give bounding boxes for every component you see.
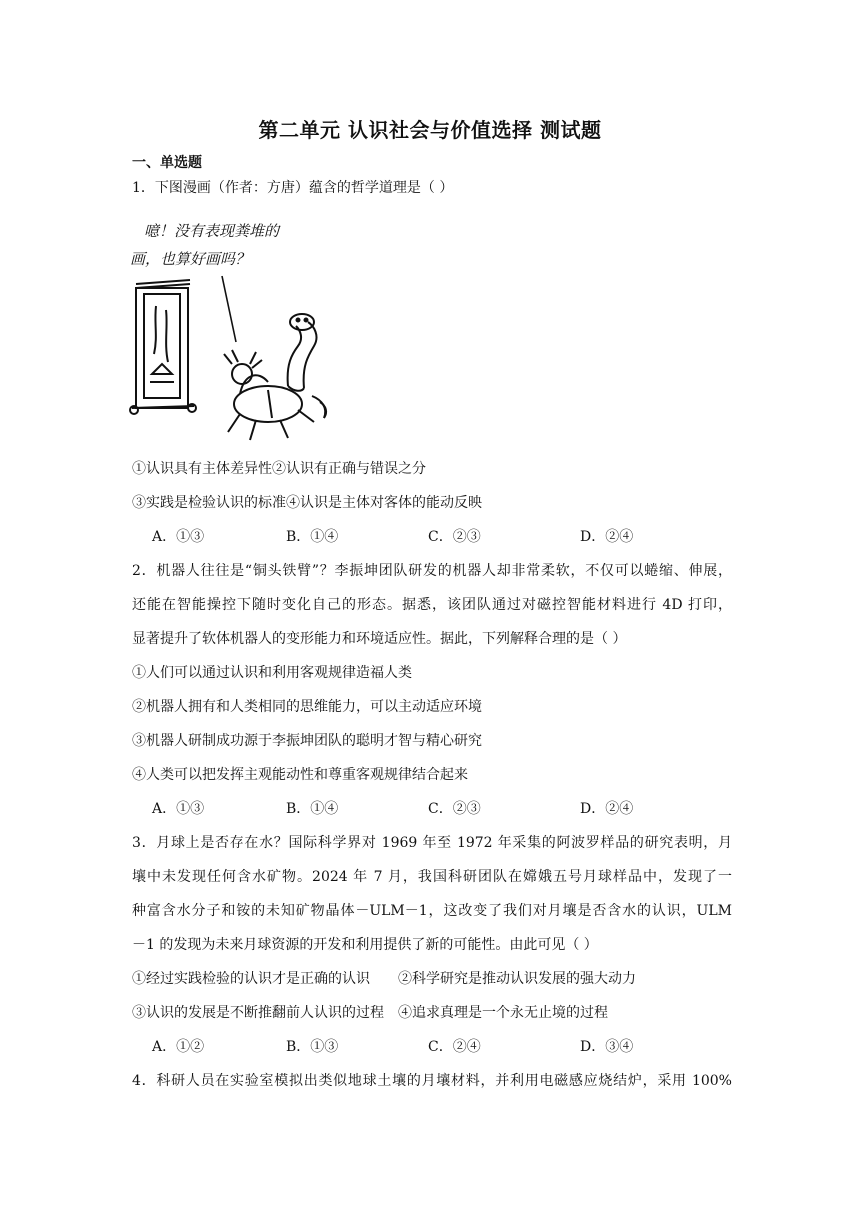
q2-option-a[interactable]: A．①③ — [152, 801, 205, 817]
cartoon-speech-line1: 噫！没有表现粪堆的 — [144, 222, 280, 240]
q3-stem-line3: 种富含水分子和铵的未知矿物晶体－ULM－1，这改变了我们对月壤是否含水的认识，ULM — [132, 903, 732, 919]
q2-stem-line3: 显著提升了软体机器人的变形能力和环境适应性。据此，下列解释合理的是（ ） — [132, 631, 627, 647]
q1-stem: 1．下图漫画（作者：方唐）蕴含的哲学道理是（ ） — [132, 180, 454, 196]
page-title: 第二单元 认识社会与价值选择 测试题 — [258, 118, 602, 142]
q2-option-c[interactable]: C．②③ — [428, 801, 481, 817]
q2-stem-line1: 2．机器人往往是“铜头铁臂”？李振坤团队研发的机器人却非常柔软，不仅可以蜷缩、伸展， — [132, 563, 732, 579]
q1-option-d[interactable]: D．②④ — [580, 529, 634, 545]
q1-option-b[interactable]: B．①④ — [286, 529, 339, 545]
worm-icon — [288, 314, 326, 418]
q1-statements-line2: ③实践是检验认识的标准④认识是主体对客体的能动反映 — [132, 495, 482, 511]
q3-option-a[interactable]: A．①② — [152, 1039, 205, 1055]
q3-stem-line1: 3．月球上是否存在水？国际科学界对 1969 年至 1972 年采集的阿波罗样品的研究表明，月 — [132, 835, 732, 851]
q3-statements-line1: ①经过实践检验的认识才是正确的认识 ②科学研究是推动认识发展的强大动力 — [132, 971, 636, 987]
q4-stem-line1: 4．科研人员在实验室模拟出类似地球土壤的月壤材料，并利用电磁感应烧结炉，采用 100% — [132, 1073, 732, 1089]
dung-beetle-icon — [224, 350, 314, 440]
q2-statement-2: ②机器人拥有和人类相同的思维能力，可以主动适应环境 — [132, 699, 482, 715]
q2-option-b[interactable]: B．①④ — [286, 801, 339, 817]
section-heading: 一、单选题 — [132, 155, 202, 171]
q1-option-a[interactable]: A．①③ — [152, 529, 205, 545]
q2-stem-line2: 还能在智能操控下随时变化自己的形态。据悉，该团队通过对磁控智能材料进行 4D 打印， — [132, 597, 732, 613]
q3-option-d[interactable]: D．③④ — [580, 1039, 634, 1055]
q3-stem-line4: －1 的发现为未来月球资源的开发和利用提供了新的可能性。由此可见（ ） — [132, 937, 598, 953]
q3-option-b[interactable]: B．①③ — [286, 1039, 339, 1055]
q2-statement-1: ①人们可以通过认识和利用客观规律造福人类 — [132, 665, 412, 681]
cartoon-illustration — [128, 214, 340, 446]
q1-statements-line1: ①认识具有主体差异性②认识有正确与错误之分 — [132, 461, 426, 477]
q2-statement-3: ③机器人研制成功源于李振坤团队的聪明才智与精心研究 — [132, 733, 482, 749]
q2-option-d[interactable]: D．②④ — [580, 801, 634, 817]
cartoon-speech-line2: 画，也算好画吗？ — [130, 250, 251, 268]
q3-option-c[interactable]: C．②④ — [428, 1039, 481, 1055]
scroll-painting-icon — [130, 280, 196, 414]
q3-statements-line2: ③认识的发展是不断推翻前人认识的过程 ④追求真理是一个永无止境的过程 — [132, 1005, 608, 1021]
q3-stem-line2: 壤中未发现任何含水矿物。2024 年 7 月，我国科研团队在嫦娥五号月球样品中，发现了一 — [132, 869, 732, 885]
q1-option-c[interactable]: C．②③ — [428, 529, 481, 545]
q2-statement-4: ④人类可以把发挥主观能动性和尊重客观规律结合起来 — [132, 767, 468, 783]
